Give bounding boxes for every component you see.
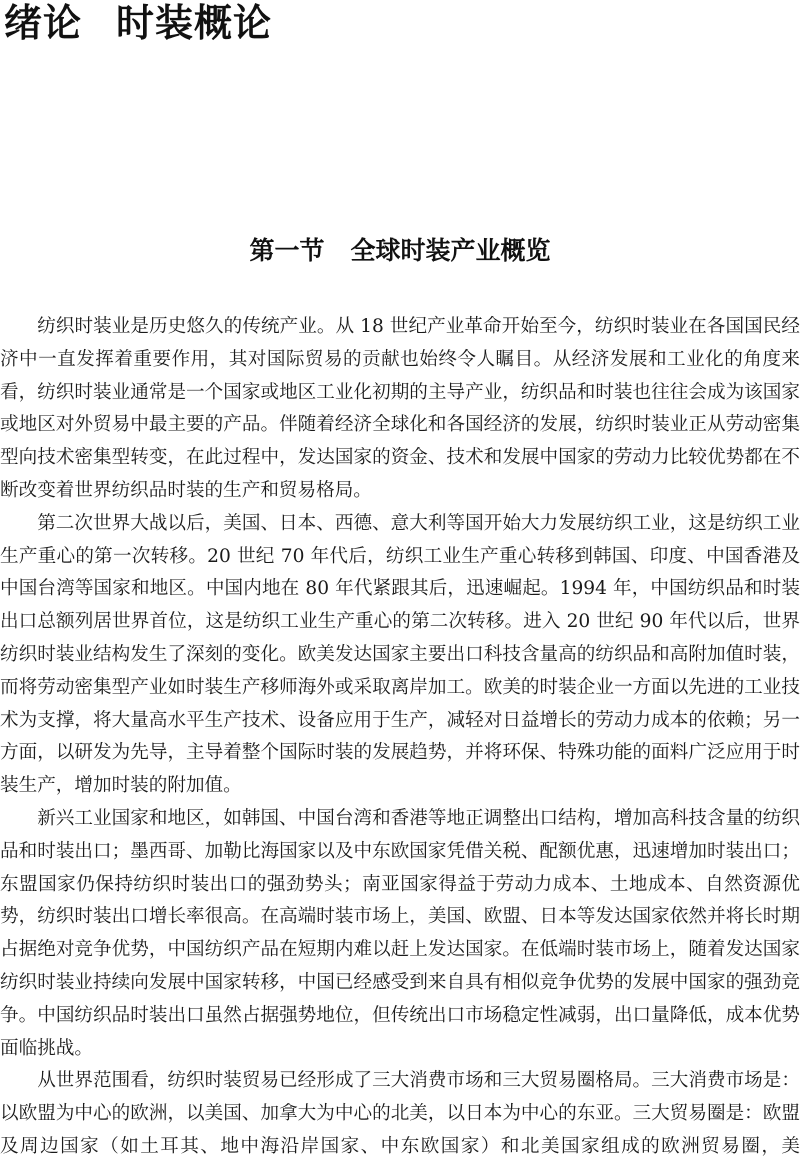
paragraph-4: 从世界范围看，纺织时装贸易已经形成了三大消费市场和三大贸易圈格局。三大消费市场是：以欧盟为中心的欧洲，以美国、加拿大为中心的北美，以日本为中心的东亚。三大贸易圈是：欧盟及周边国家（如土耳其、地中海沿岸国家、中东欧国家）和北美国家组成的欧洲贸易圈，美 xyxy=(0,1070,800,1157)
section-title xyxy=(0,234,800,268)
paragraph-3: 新兴工业国家和地区，如韩国、中国台湾和香港等地正调整出口结构，增加高科技含量的纺织品和时装出口；墨西哥、加勒比海国家以及中东欧国家凭借关税、配额优惠，迅速增加时装出口；东盟国家仍保持纺织时装出口的强劲势头；南亚国家得益于劳动力成本、土地成本、自然资源优势，纺织时装出口增长率很高。在高端时装市场上，美国、欧盟、日本等发达国家依然并将长时期占据绝对竞争优势，中国纺织产品在短期内难以赶上发达国家。在低端时装市场上，随着发达国家纺织时装业持续向发展中国家转移，中国已经感受到来自具有相似竞争优势的发展中国家的强劲竞争。中国纺织品时装出口虽然占据强势地位，但传统出口市场稳定性减弱，出口量降低，成本优势面临挑战。 xyxy=(0,807,800,1059)
chapter-name: 时装概论 xyxy=(116,1,273,45)
body-text xyxy=(0,311,800,1164)
chapter-label: 绪论 xyxy=(4,1,83,45)
section-name: 全球时装产业概览 xyxy=(350,236,551,265)
paragraph-1: 纺织时装业是历史悠久的传统产业。从 18 世纪产业革命开始至今，纺织时装业在各国国民经济中一直发挥着重要作用，其对国际贸易的贡献也始终令人瞩目。从经济发展和工业化的角度来看，纺织时装业通常是一个国家或地区工业化初期的主导产业，纺织品和时装也往往会成为该国家或地区对外贸易中最主要的产品。伴随着经济全球化和各国经济的发展，纺织时装业正从劳动密集型向技术密集型转变，在此过程中，发达国家的资金、技术和发展中国家的劳动力比较优势都在不断改变着世界纺织品时装的生产和贸易格局。 xyxy=(0,316,800,501)
paragraph-2: 第二次世界大战以后，美国、日本、西德、意大利等国开始大力发展纺织工业，这是纺织工业生产重心的第一次转移。20 世纪 70 年代后，纺织工业生产重心转移到韩国、印度、中国香港及中国台湾等国家和地区。中国内地在 80 年代紧跟其后，迅速崛起。1994 年，中国纺织品和时装出口总额列居世界首位，这是纺织工业生产重心的第二次转移。进入 20 世纪 90 年代以后，世界纺织时装业结构发生了深刻的变化。欧美发达国家主要出口科技含量高的纺织品和高附加值时装，而将劳动密集型产业如时装生产移师海外或采取离岸加工。欧美的时装企业一方面以先进的工业技术为支撑，将大量高水平生产技术、设备应用于生产，减轻对日益增长的劳动力成本的依赖；另一方面，以研发为先导，主导着整个国际时装的发展趋势，并将环保、特殊功能的面料广泛应用于时装生产，增加时装的附加值。 xyxy=(0,512,800,797)
chapter-title xyxy=(4,0,272,46)
section-label: 第一节 xyxy=(249,236,325,265)
